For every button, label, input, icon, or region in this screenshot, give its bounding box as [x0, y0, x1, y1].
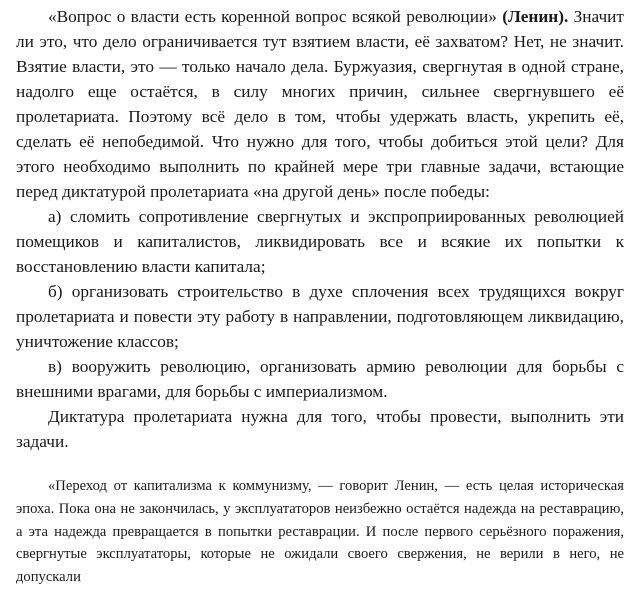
- task-item-c: в) вооружить революцию, организовать армию революции для борьбы с внешними врагами, для борьбы с империализмом.: [16, 357, 624, 401]
- paragraph-intro: [16, 4, 624, 204]
- lenin-quote: «Вопрос о власти есть коренной вопрос всякой революции»: [48, 7, 497, 26]
- task-item-a: а) сломить сопротивление свергнутых и экспроприированных революцией помещиков и капиталистов, ликвидировать все и всякие их попытки к восстановлению власти капитала;: [16, 207, 624, 276]
- task-item-b: б) организовать строительство в духе сплочения всех трудящихся вокруг пролетариата и повести эту работу в направлении, подготовляющем ликвидацию, уничтожение классов;: [16, 282, 624, 351]
- footnote-paragraph: «Переход от капитализма к коммунизму, — говорит Ленин, — есть целая историческая эпоха. Пока она не закончилась, у эксплуататоров неизбежно остаётся надежда на реставрацию, а эта надежда превращается в попытки реставрации. И после первого серьёзного поражения, свергнутые эксплуататоры, которые не ожидали своего свержения, не верили в него, не допускали: [16, 478, 624, 586]
- paragraph-intro-body: Значит ли это, что дело ограничивается тут взятием власти, её захватом? Нет, не значит. Взятие власти, это — только начало дела. Буржуазия, свергнутая в одной стране, надолго еще остаётся, в силу многих причин, сильнее свергнувшего её пролетариата. Поэтому всё дело в том, чтобы удержать власть, укрепить её, сделать её непобедимой. Что нужно для того, чтобы добиться этой цели? Для этого необходимо выполнить по крайней мере три главные задачи, встающие перед диктатурой пролетариата «на другой день» после победы:: [16, 7, 624, 201]
- main-text: [16, 4, 624, 454]
- paragraph-conclusion: Диктатура пролетариата нужна для того, чтобы провести, выполнить эти задачи.: [16, 407, 624, 451]
- footnote-text: [16, 475, 624, 589]
- quote-author: (Ленин).: [502, 7, 569, 26]
